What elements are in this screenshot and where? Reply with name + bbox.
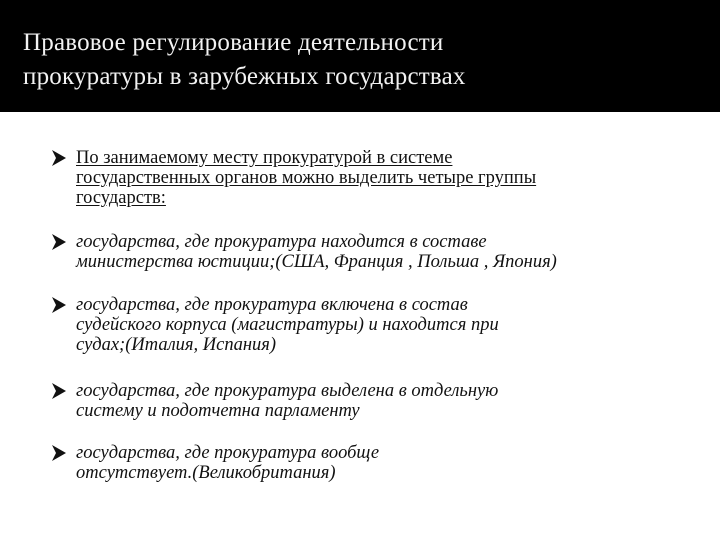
bullet-5-line-2: отсутствует.(Великобритания) — [76, 463, 336, 483]
arrowhead-bullet-icon — [52, 445, 66, 461]
bullet-5-line-1: государства, где прокуратура вообще — [76, 443, 380, 463]
bullet-1-line-1: По занимаемому месту прокуратурой в системе — [76, 148, 453, 168]
bullet-text-3 — [76, 295, 499, 355]
bullet-4-line-1: государства, где прокуратура выделена в отдельную — [76, 381, 499, 401]
title-line-1: Правовое регулирование деятельности — [23, 29, 444, 56]
arrowhead-bullet-icon — [52, 297, 66, 313]
bullet-4-line-2: систему и подотчетна парламенту — [76, 401, 360, 421]
bullet-3-line-2: судейского корпуса (магистратуры) и находится при — [76, 315, 499, 335]
arrowhead-bullet-icon — [52, 383, 66, 399]
bullet-text-2 — [76, 232, 557, 272]
bullet-text-4 — [76, 381, 498, 421]
bullet-2-line-1: государства, где прокуратура находится в составе — [76, 232, 487, 252]
title-line-2: прокуратуры в зарубежных государствах — [23, 63, 466, 90]
bullet-3-line-3: судах;(Италия, Испания) — [76, 335, 277, 355]
bullet-1-line-3: государств: — [76, 188, 166, 208]
bullet-text-1 — [76, 148, 536, 208]
bullet-2-line-2: министерства юстиции;(США, Франция , Польша , Япония) — [76, 252, 557, 272]
bullet-3-line-1: государства, где прокуратура включена в состав — [76, 295, 468, 315]
arrowhead-bullet-icon — [52, 234, 66, 250]
bullet-1-line-2: государственных органов можно выделить четыре группы — [76, 168, 537, 188]
arrowhead-bullet-icon — [52, 150, 66, 166]
bullet-text-5 — [76, 443, 379, 483]
